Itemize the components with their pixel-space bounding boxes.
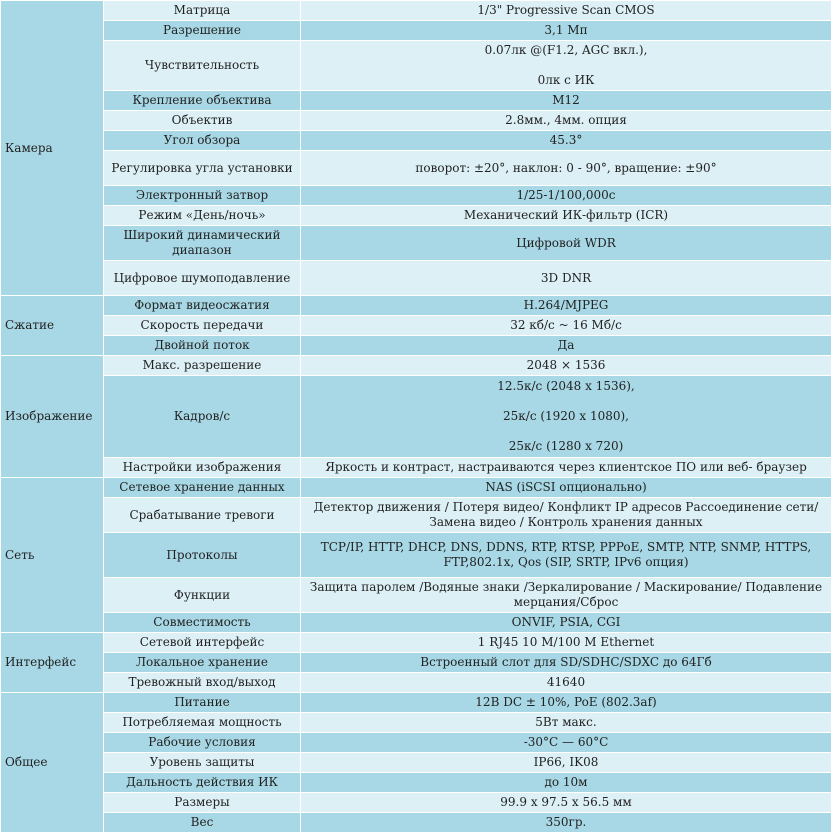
spec-value-line: 350гр. — [305, 815, 827, 830]
category-label: Интерфейс — [1, 633, 104, 693]
spec-row — [1, 41, 831, 91]
spec-label: Угол обзора — [104, 131, 301, 151]
spec-value — [301, 131, 831, 151]
category-label: Сеть — [1, 478, 104, 633]
spec-value-line: 5Вт макс. — [305, 715, 827, 730]
spec-value — [301, 316, 831, 336]
spec-label: Дальность действия ИК — [104, 773, 301, 793]
spec-value — [301, 296, 831, 316]
spec-value-line: M12 — [305, 93, 827, 108]
spec-row — [1, 376, 831, 458]
spec-value — [301, 733, 831, 753]
spec-label: Сетевое хранение данных — [104, 478, 301, 498]
spec-value — [301, 693, 831, 713]
spec-label: Макс. разрешение — [104, 356, 301, 376]
spec-value — [301, 151, 831, 186]
spec-row — [1, 296, 831, 316]
spec-value — [301, 673, 831, 693]
line-gap — [305, 394, 827, 409]
spec-value-line: Яркость и контраст, настраиваются через клиентское ПО или веб- браузер — [305, 460, 827, 475]
spec-label: Кадров/с — [104, 376, 301, 458]
spec-value — [301, 633, 831, 653]
category-label: Изображение — [1, 356, 104, 478]
spec-row — [1, 693, 831, 713]
spec-value — [301, 458, 831, 478]
spec-row — [1, 633, 831, 653]
spec-row — [1, 498, 831, 533]
spec-value-line: 2.8мм., 4мм. опция — [305, 113, 827, 128]
spec-label: Скорость передачи — [104, 316, 301, 336]
spec-value — [301, 186, 831, 206]
spec-value-line: 25к/с (1280 x 720) — [305, 439, 827, 454]
spec-label: Режим «День/ночь» — [104, 206, 301, 226]
spec-row — [1, 578, 831, 613]
spec-label: Настройки изображения — [104, 458, 301, 478]
spec-value — [301, 478, 831, 498]
spec-label: Потребляемая мощность — [104, 713, 301, 733]
spec-row — [1, 733, 831, 753]
spec-value-line: 32 кб/с ~ 16 Мб/с — [305, 318, 827, 333]
category-label: Сжатие — [1, 296, 104, 356]
spec-value — [301, 613, 831, 633]
spec-value-line: 3D DNR — [305, 271, 827, 286]
spec-value — [301, 261, 831, 296]
spec-row — [1, 206, 831, 226]
spec-value-line: Детектор движения / Потеря видео/ Конфликт IP адресов Рассоединение сети/ Замена видео / Контроль хранения данных — [305, 500, 827, 530]
spec-row — [1, 653, 831, 673]
spec-value-line: поворот: ±20°, наклон: 0 - 90°, вращение: ±90° — [305, 161, 827, 176]
spec-row — [1, 336, 831, 356]
spec-value — [301, 111, 831, 131]
category-label: Общее — [1, 693, 104, 833]
spec-row — [1, 226, 831, 261]
spec-label: Формат видеосжатия — [104, 296, 301, 316]
spec-value — [301, 713, 831, 733]
spec-value-line: Встроенный слот для SD/SDHC/SDXC до 64Гб — [305, 655, 827, 670]
spec-row — [1, 1, 831, 21]
spec-value-line: ONVIF, PSIA, CGI — [305, 615, 827, 630]
spec-value-line: Защита паролем /Водяные знаки /Зеркалирование / Маскирование/ Подавление мерцания/Сброс — [305, 580, 827, 610]
spec-label: Крепление объектива — [104, 91, 301, 111]
spec-label: Протоколы — [104, 533, 301, 578]
spec-label: Электронный затвор — [104, 186, 301, 206]
spec-row — [1, 613, 831, 633]
spec-value — [301, 356, 831, 376]
spec-value-line: -30°C — 60°C — [305, 735, 827, 750]
spec-label: Функции — [104, 578, 301, 613]
spec-label: Уровень защиты — [104, 753, 301, 773]
spec-value-line: Цифровой WDR — [305, 236, 827, 251]
spec-value-line: 25к/с (1920 x 1080), — [305, 409, 827, 424]
spec-value-line: 0.07лк @(F1.2, AGC вкл.), — [305, 43, 827, 58]
spec-value-line: 2048 × 1536 — [305, 358, 827, 373]
spec-label: Регулировка угла установки — [104, 151, 301, 186]
spec-row — [1, 533, 831, 578]
spec-value — [301, 1, 831, 21]
spec-label: Сетевой интерфейс — [104, 633, 301, 653]
spec-value — [301, 226, 831, 261]
spec-row — [1, 458, 831, 478]
spec-value — [301, 753, 831, 773]
spec-value-line: 1 RJ45 10 M/100 M Ethernet — [305, 635, 827, 650]
spec-value-line: 12В DC ± 10%, PoE (802.3af) — [305, 695, 827, 710]
spec-row — [1, 131, 831, 151]
spec-label: Объектив — [104, 111, 301, 131]
spec-label: Тревожный вход/выход — [104, 673, 301, 693]
spec-label: Матрица — [104, 1, 301, 21]
spec-label: Срабатывание тревоги — [104, 498, 301, 533]
spec-value — [301, 498, 831, 533]
spec-label: Чувствительность — [104, 41, 301, 91]
spec-row — [1, 111, 831, 131]
spec-label: Рабочие условия — [104, 733, 301, 753]
line-gap — [305, 58, 827, 73]
spec-value — [301, 653, 831, 673]
spec-label: Широкий динамический диапазон — [104, 226, 301, 261]
spec-row — [1, 793, 831, 813]
spec-label: Двойной поток — [104, 336, 301, 356]
spec-label: Питание — [104, 693, 301, 713]
spec-value-line: 1/25-1/100,000с — [305, 188, 827, 203]
spec-row — [1, 21, 831, 41]
spec-row — [1, 91, 831, 111]
line-gap — [305, 424, 827, 439]
spec-row — [1, 673, 831, 693]
spec-value-line: H.264/MJPEG — [305, 298, 827, 313]
spec-label: Цифровое шумоподавление — [104, 261, 301, 296]
spec-value-line: 1/3" Progressive Scan CMOS — [305, 3, 827, 18]
spec-label: Разрешение — [104, 21, 301, 41]
spec-value — [301, 21, 831, 41]
spec-label: Совместимость — [104, 613, 301, 633]
spec-table-body — [1, 1, 831, 833]
spec-row — [1, 773, 831, 793]
spec-label: Локальное хранение — [104, 653, 301, 673]
spec-row — [1, 753, 831, 773]
spec-row — [1, 151, 831, 186]
spec-row — [1, 261, 831, 296]
spec-value-line: 0лк с ИК — [305, 73, 827, 88]
spec-value — [301, 376, 831, 458]
spec-value-line: 41640 — [305, 675, 827, 690]
spec-value-line: Да — [305, 338, 827, 353]
spec-row — [1, 316, 831, 336]
spec-label: Вес — [104, 813, 301, 833]
spec-value-line: Механический ИК-фильтр (ICR) — [305, 208, 827, 223]
spec-row — [1, 356, 831, 376]
spec-value — [301, 533, 831, 578]
spec-value — [301, 793, 831, 813]
spec-value — [301, 206, 831, 226]
spec-value — [301, 578, 831, 613]
spec-row — [1, 478, 831, 498]
spec-value — [301, 773, 831, 793]
spec-value-line: до 10м — [305, 775, 827, 790]
spec-value — [301, 91, 831, 111]
spec-value-line: 45.3° — [305, 133, 827, 148]
spec-row — [1, 713, 831, 733]
spec-value — [301, 336, 831, 356]
spec-value-line: 99.9 x 97.5 x 56.5 мм — [305, 795, 827, 810]
spec-row — [1, 186, 831, 206]
spec-value — [301, 41, 831, 91]
spec-value-line: 12.5к/с (2048 x 1536), — [305, 379, 827, 394]
spec-value-line: 3,1 Мп — [305, 23, 827, 38]
spec-value-line: IP66, IK08 — [305, 755, 827, 770]
spec-value-line: NAS (iSCSI опционально) — [305, 480, 827, 495]
spec-value-line: TCP/IP, HTTP, DHCP, DNS, DDNS, RTP, RTSP, PPPoE, SMTP, NTP, SNMP, HTTPS, FTP,802.1x, Qos (SIP, SRTP, IPv6 опция) — [305, 540, 827, 570]
category-label: Камера — [1, 1, 104, 296]
spec-label: Размеры — [104, 793, 301, 813]
